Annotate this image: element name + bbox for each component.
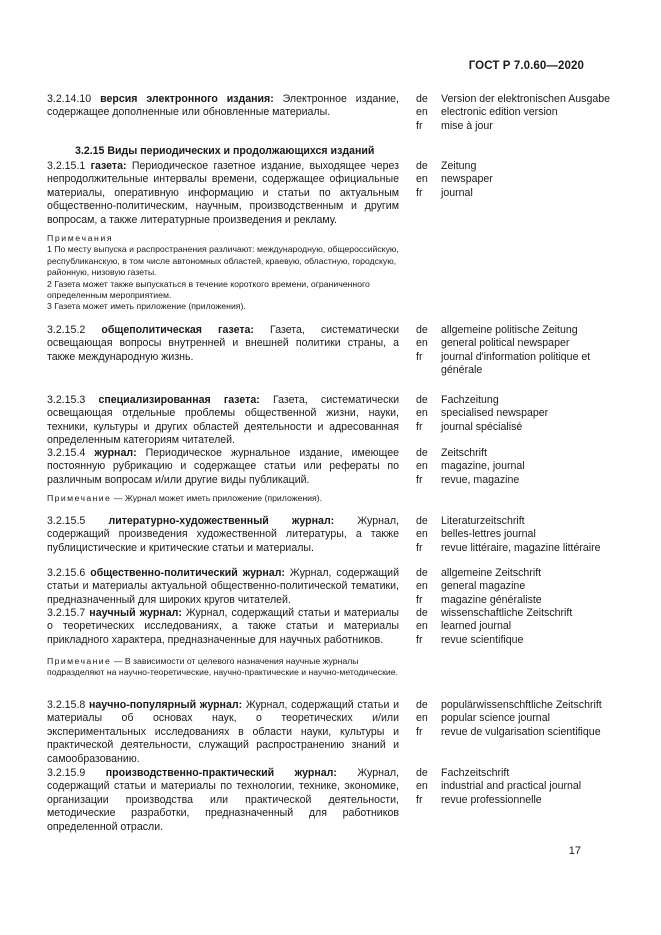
equivalent-term: journal: [441, 186, 473, 199]
equivalent-term: revue de vulgarisation scientifique: [441, 725, 601, 738]
entry-number: 3.2.14.10: [47, 93, 92, 105]
equivalent-term: revue, magazine: [441, 473, 520, 486]
equivalent-term: newspaper: [441, 173, 493, 186]
entry-number: 3.2.15.6: [47, 567, 86, 579]
term-equivalents: [416, 567, 616, 607]
term-name: общеполитическая газета:: [101, 324, 254, 336]
notes-block: [47, 233, 399, 313]
equivalent-term: industrial and practical journal: [441, 780, 582, 793]
language-code: de: [416, 699, 428, 711]
equivalent-term: general political newspaper: [441, 337, 570, 350]
term-entry: [47, 515, 399, 555]
note-label: Примечание: [47, 493, 112, 503]
term-definition: Электронное издание, содержащее дополненные или обновленные материалы.: [47, 93, 399, 119]
language-code: en: [416, 712, 428, 725]
language-code: de: [416, 324, 428, 336]
equivalent-term: Zeitung: [441, 160, 477, 172]
language-code: fr: [416, 633, 423, 646]
language-code: en: [416, 337, 428, 350]
term-equivalents: [416, 93, 616, 133]
equivalent-term: learned journal: [441, 620, 512, 633]
equivalent-term: electronic edition version: [441, 106, 558, 119]
term-definition: Журнал, содержащий статьи и материалы об основах наук, о теоретических и/или экспериментальных исследованиях в области науки, культуры и практической деятельности, служащий распространению знаний и самообразованию.: [47, 699, 399, 765]
term-equivalents: [416, 607, 616, 647]
entry-number: 3.2.15.9: [47, 767, 86, 779]
equivalent-row: [416, 780, 616, 793]
equivalent-term: popular science journal: [441, 712, 550, 725]
term-entry: [47, 699, 399, 766]
term-entry: [47, 324, 399, 364]
language-code: de: [416, 567, 428, 579]
term-equivalents: [416, 324, 616, 378]
page-number: 17: [568, 845, 581, 857]
language-code: de: [416, 160, 428, 172]
term-name: общественно-политический журнал:: [90, 567, 285, 579]
term-name: литературно-художественный журнал:: [108, 515, 335, 527]
note-label: Примечание: [47, 656, 112, 666]
language-code: fr: [416, 119, 423, 132]
term-equivalents: [416, 160, 616, 200]
term-entry: [47, 93, 399, 120]
language-code: fr: [416, 725, 423, 738]
term-definition: Периодическое журнальное издание, имеющее постоянную рубрикацию и содержащее статьи или рефераты по различным вопросам и/или другие виды публикаций.: [47, 447, 399, 486]
term-entry: [47, 447, 399, 487]
equivalent-row: [416, 567, 616, 580]
term-definition: Газета, систематически освещающая отдельные проблемы общественной жизни, науки, техники, культуры и других областей деятельности и адресованная определенным категориям читателей.: [47, 394, 400, 447]
equivalent-row: [416, 93, 616, 106]
language-code: de: [416, 394, 428, 406]
entry-number: 3.2.15.2: [47, 324, 86, 336]
equivalent-row: [416, 580, 616, 593]
notes-title: Примечания: [47, 233, 114, 243]
note-text: — В зависимости от целевого назначения научные журналы подразделяют на научно-теоретические, научно-практические и научно-методические.: [47, 656, 398, 678]
equivalent-term: revue professionnelle: [441, 793, 542, 806]
term-name: специализированная газета:: [98, 394, 260, 406]
equivalent-row: [416, 794, 616, 807]
equivalent-term: Version der elektronischen Ausgabe: [441, 93, 611, 105]
equivalent-row: [416, 607, 616, 620]
equivalent-row: [416, 351, 616, 378]
term-equivalents: [416, 767, 616, 807]
equivalent-row: [416, 712, 616, 725]
note-block: [47, 493, 399, 504]
note-item: 1 По месту выпуска и распространения различают: международную, общероссийскую, республиканскую, в том числе автономных областей, краевую, областную, городскую, районную, низовую газеты.: [47, 244, 399, 278]
entry-number: 3.2.15.3: [47, 394, 86, 406]
equivalent-term: mise à jour: [441, 119, 493, 132]
equivalent-term: Zeitschrift: [441, 447, 487, 459]
equivalent-row: [416, 407, 616, 420]
note-item: 3 Газета может иметь приложение (приложения).: [47, 301, 246, 312]
term-name: газета:: [90, 160, 127, 172]
term-definition: Периодическое газетное издание, выходящее через непродолжительные интервалы времени, содержащее официальные материалы, оперативную информацию и статьи по актуальным общественно-политическим, научным, производственным и другим вопросам, а также литературные произведения и рекламу.: [47, 160, 399, 226]
entry-number: 3.2.15.1: [47, 160, 86, 172]
section-heading: 3.2.15 Виды периодических и продолжающихся изданий: [75, 145, 375, 157]
language-code: de: [416, 93, 428, 105]
equivalent-term: belles-lettres journal: [441, 528, 536, 541]
equivalent-row: [416, 474, 616, 487]
term-entry: [47, 607, 399, 647]
term-entry: [47, 567, 399, 607]
term-definition: Газета, систематически освещающая вопросы внутренней и внешней политики страны, а также международную жизнь.: [47, 324, 399, 363]
equivalent-row: [416, 421, 616, 434]
equivalent-term: specialised newspaper: [441, 407, 549, 420]
equivalent-row: [416, 106, 616, 119]
language-code: fr: [416, 420, 423, 433]
term-definition: Журнал, содержащий статьи и материалы актуальной общественно-политической тематики, предназначенный для широких кругов читателей.: [47, 567, 399, 606]
equivalent-row: [416, 160, 616, 173]
equivalent-term: revue scientifique: [441, 633, 524, 646]
term-definition: Журнал, содержащий статьи и материалы о теоретических исследованиях, а также статьи и материалы прикладного характера, предназначенные для научных работников.: [47, 607, 399, 646]
language-code: fr: [416, 793, 423, 806]
term-name: производственно-практический журнал:: [105, 767, 337, 779]
equivalent-term: journal spécialisé: [441, 420, 523, 433]
equivalent-row: [416, 120, 616, 133]
term-equivalents: [416, 447, 616, 487]
language-code: en: [416, 620, 428, 633]
term-entry: [47, 394, 399, 448]
equivalent-row: [416, 324, 616, 337]
equivalent-term: revue littéraire, magazine littéraire: [441, 541, 601, 554]
language-code: fr: [416, 593, 423, 606]
language-code: fr: [416, 186, 423, 199]
equivalent-term: allgemeine politische Zeitung: [441, 324, 578, 336]
equivalent-term: wissenschaftliche Zeitschrift: [441, 607, 573, 619]
term-entry: [47, 767, 399, 834]
language-code: de: [416, 515, 428, 527]
language-code: de: [416, 767, 428, 779]
equivalent-row: [416, 460, 616, 473]
language-code: en: [416, 106, 428, 119]
equivalent-term: Fachzeitschrift: [441, 767, 510, 779]
equivalent-row: [416, 515, 616, 528]
term-equivalents: [416, 515, 616, 555]
equivalent-term: Literaturzeitschrift: [441, 515, 525, 527]
standard-header: ГОСТ Р 7.0.60—2020: [468, 60, 584, 72]
entry-number: 3.2.15.5: [47, 515, 86, 527]
term-equivalents: [416, 394, 616, 434]
equivalent-row: [416, 187, 616, 200]
language-code: en: [416, 173, 428, 186]
equivalent-row: [416, 337, 616, 350]
language-code: fr: [416, 541, 423, 554]
equivalent-row: [416, 394, 616, 407]
equivalent-row: [416, 726, 616, 739]
entry-number: 3.2.15.8: [47, 699, 86, 711]
equivalent-term: general magazine: [441, 580, 526, 593]
term-name: научно-популярный журнал:: [89, 699, 243, 711]
language-code: fr: [416, 473, 423, 486]
entry-number: 3.2.15.4: [47, 447, 86, 459]
term-name: научный журнал:: [89, 607, 182, 619]
equivalent-row: [416, 447, 616, 460]
language-code: en: [416, 407, 428, 420]
entry-number: 3.2.15.7: [47, 607, 86, 619]
language-code: de: [416, 447, 428, 459]
equivalent-row: [416, 594, 616, 607]
equivalent-row: [416, 542, 616, 555]
term-name: версия электронного издания:: [100, 93, 274, 105]
language-code: en: [416, 580, 428, 593]
equivalent-term: populärwissenschftliche Zeitschrift: [441, 699, 602, 711]
term-definition: Журнал, содержащий статьи и материалы по технологии, технике, экономике, организации производства или практической деятельности, методические разработки, предназначенный для работников определенной отрасли.: [47, 767, 399, 833]
equivalent-row: [416, 620, 616, 633]
note-item: 2 Газета может также выпускаться в течение короткого времени, ограниченного определенным мероприятием.: [47, 278, 370, 301]
language-code: en: [416, 780, 428, 793]
equivalent-term: magazine généraliste: [441, 593, 542, 606]
term-entry: [47, 160, 399, 227]
language-code: fr: [416, 350, 423, 363]
note-text: — Журнал может иметь приложение (приложения).: [113, 493, 322, 503]
equivalent-row: [416, 767, 616, 780]
term-definition: Журнал, содержащий произведения художественной литературы, а также публицистические и критические статьи и материалы.: [47, 515, 399, 554]
equivalent-term: Fachzeitung: [441, 394, 499, 406]
language-code: en: [416, 460, 428, 473]
equivalent-term: magazine, journal: [441, 460, 525, 473]
language-code: de: [416, 607, 428, 619]
term-equivalents: [416, 699, 616, 739]
language-code: en: [416, 528, 428, 541]
equivalent-row: [416, 634, 616, 647]
equivalent-row: [416, 173, 616, 186]
equivalent-term: journal d'information politique et générale: [441, 350, 591, 377]
term-name: журнал:: [94, 447, 137, 459]
equivalent-term: allgemeine Zeitschrift: [441, 567, 542, 579]
note-block: [47, 656, 399, 679]
equivalent-row: [416, 699, 616, 712]
equivalent-row: [416, 528, 616, 541]
